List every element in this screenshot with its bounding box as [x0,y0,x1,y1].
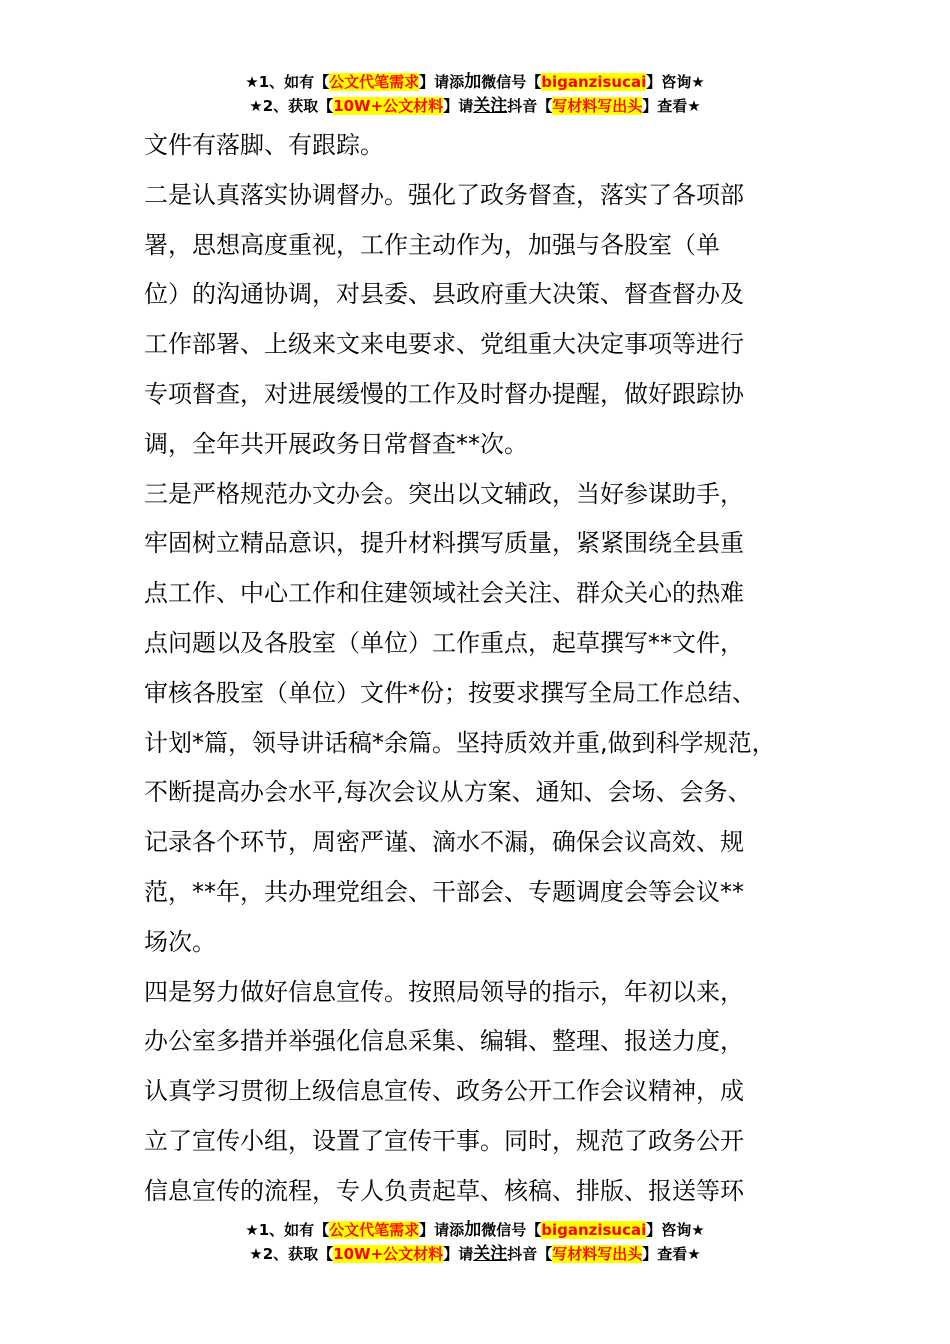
body-line: 信息宣传的流程，专人负责起草、核稿、排版、报送等环 [144,1176,744,1205]
banner-text: 】查看★ [642,97,701,115]
body-line: 场次。 [144,927,216,956]
service-highlight: 公文代笔需求 [329,1221,420,1239]
body-line: 位）的沟通协调，对县委、县政府重大决策、督查督办及 [144,280,744,309]
wechat-id-highlight: biganzisucai [541,73,647,91]
body-line: 牢固树立精品意识，提升材料撰写质量，紧紧围绕全县重 [144,529,744,558]
banner-text: ★2、获取【 [249,97,334,115]
banner-text: 】请添 [419,1221,465,1239]
material-highlight: 10W+公文材料 [333,97,444,115]
banner-text: 关注 [473,96,508,116]
banner-text: ★1、如有【 [245,73,330,91]
banner-line-2 [0,1242,950,1266]
banner-text: 抖音【 [507,1245,553,1263]
banner-text: ★1、如有【 [245,1221,330,1239]
account-highlight: 写材料写出头 [552,97,643,115]
body-line: 署，思想高度重视，工作主动作为，加强与各股室（单 [144,230,720,259]
banner-text: 】查看★ [642,1245,701,1263]
banner-text: 加 [464,72,482,92]
body-line: 认真学习贯彻上级信息宣传、政务公开工作会议精神，成 [144,1077,744,1106]
banner-text: 微信号【 [481,1221,542,1239]
banner-line-1 [0,70,950,94]
account-highlight: 写材料写出头 [552,1245,643,1263]
body-line: 二是认真落实协调督办。强化了政务督查，落实了各项部 [144,180,744,209]
banner-text: 关注 [473,1244,508,1264]
body-line: 专项督查，对进展缓慢的工作及时督办提醒，做好跟踪协 [144,379,744,408]
banner-text: 】咨询★ [646,73,705,91]
material-highlight: 10W+公文材料 [333,1245,444,1263]
body-line: 范，**年，共办理党组会、干部会、专题调度会等会议** [144,877,744,906]
header-banner [0,70,950,118]
banner-line-1 [0,1218,950,1242]
wechat-id-highlight: biganzisucai [541,1221,647,1239]
body-line: 调，全年共开展政务日常督查**次。 [144,429,528,458]
banner-text: 】请添 [419,73,465,91]
body-line: 立了宣传小组，设置了宣传干事。同时，规范了政务公开 [144,1126,744,1155]
banner-text: ★2、获取【 [249,1245,334,1263]
body-line: 点工作、中心工作和住建领域社会关注、群众关心的热难 [144,579,744,608]
banner-text: 微信号【 [481,73,542,91]
body-line: 审核各股室（单位）文件*份；按要求撰写全局工作总结、 [144,678,756,707]
banner-text: 】请 [443,97,474,115]
body-line: 不断提高办会水平,每次会议从方案、通知、会场、会务、 [144,778,752,807]
banner-text: 】请 [443,1245,474,1263]
body-line: 计划*篇，领导讲话稿*余篇。坚持质效并重,做到科学规范， [144,728,776,757]
banner-text: 】咨询★ [646,1221,705,1239]
body-line: 点问题以及各股室（单位）工作重点，起草撰写**文件， [144,628,744,657]
banner-text: 加 [464,1220,482,1240]
body-line: 记录各个环节，周密严谨、滴水不漏，确保会议高效、规 [144,828,744,857]
body-line: 办公室多措并举强化信息采集、编辑、整理、报送力度， [144,1027,744,1056]
document-body [144,121,844,1217]
footer-banner [0,1218,950,1266]
body-line: 三是严格规范办文办会。突出以文辅政，当好参谋助手， [144,479,744,508]
body-line: 文件有落脚、有跟踪。 [144,131,384,159]
service-highlight: 公文代笔需求 [329,73,420,91]
banner-line-2 [0,94,950,118]
banner-text: 抖音【 [507,97,553,115]
body-line: 四是努力做好信息宣传。按照局领导的指示，年初以来， [144,977,744,1006]
body-line: 工作部署、上级来文来电要求、党组重大决定事项等进行 [144,330,744,359]
